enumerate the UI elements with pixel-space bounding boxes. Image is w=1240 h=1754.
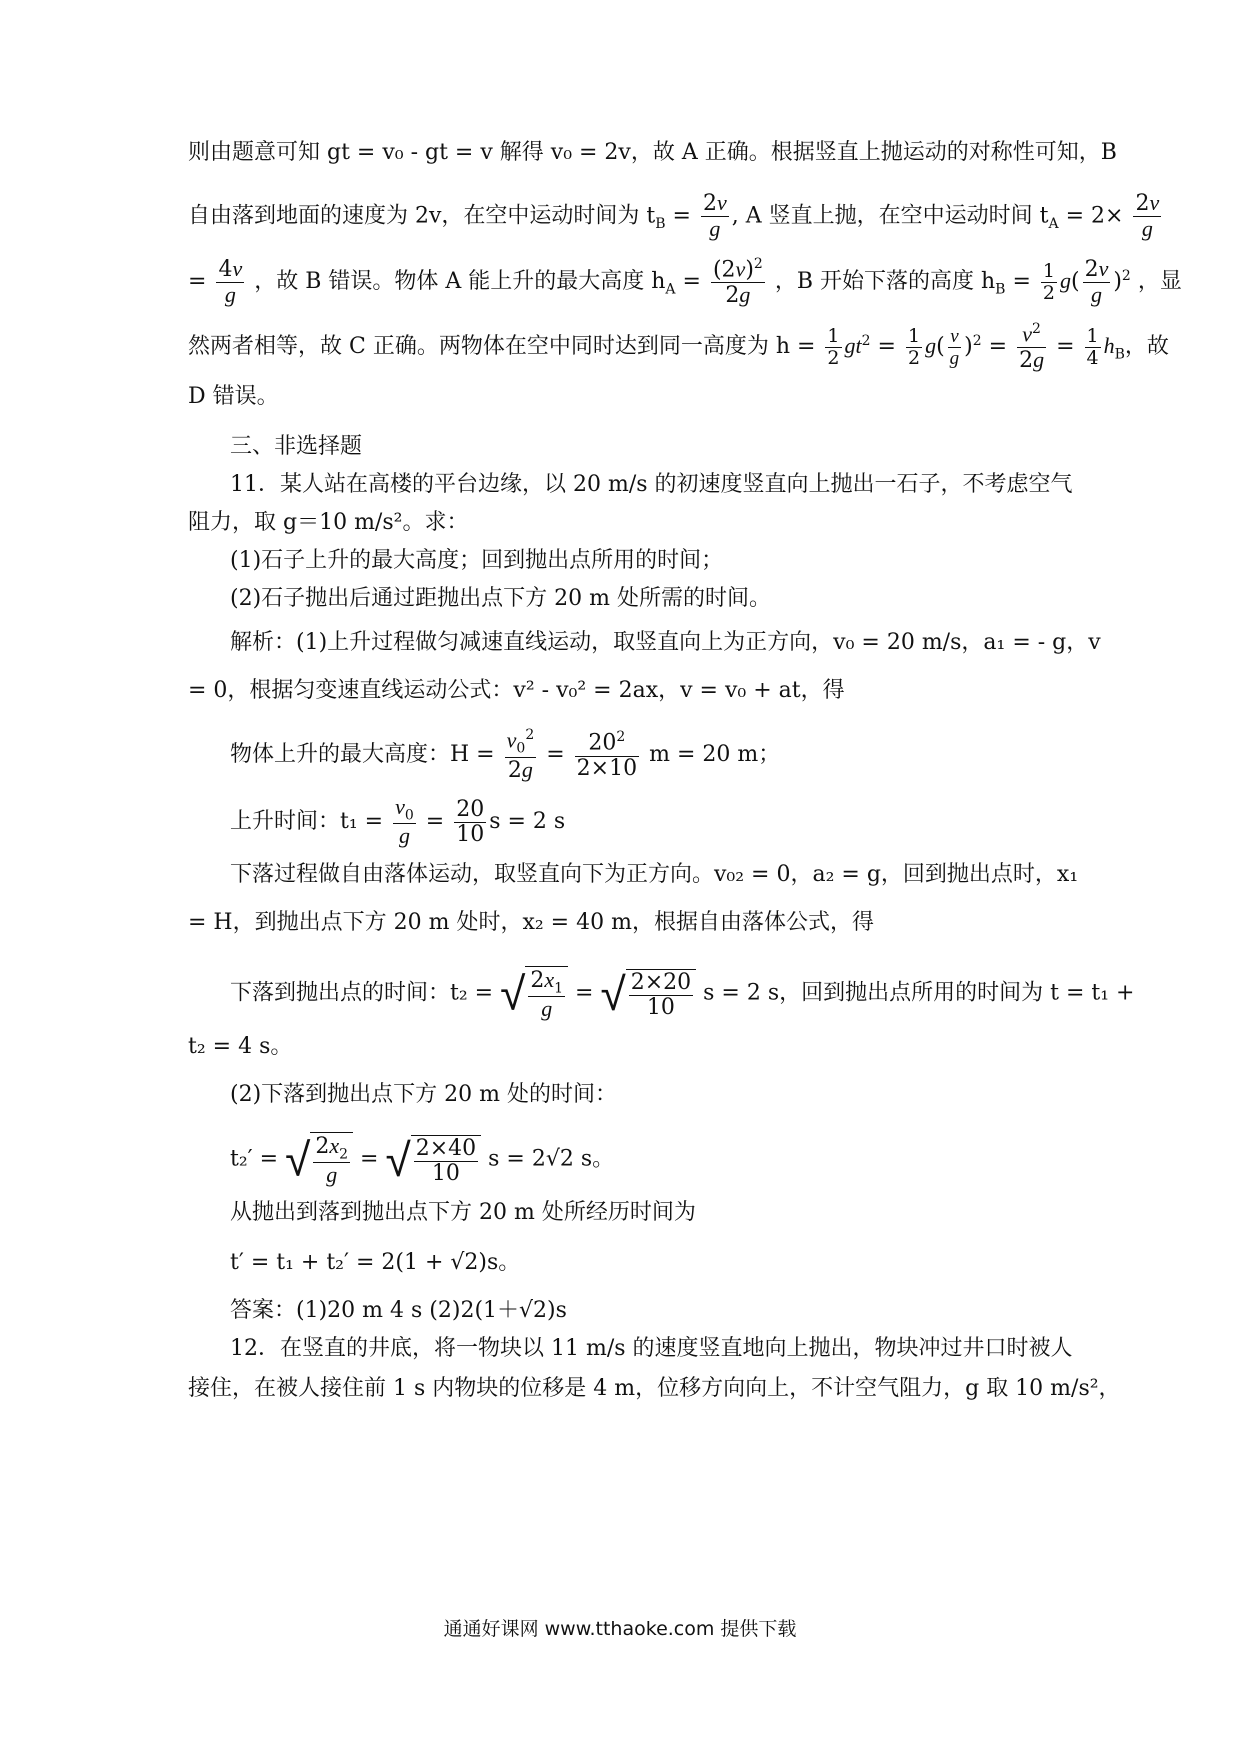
text-segment: ，故 B 错误。物体 A 能上升的最大高度 h [254, 269, 666, 295]
text-line: = $\frac{4v}{g}$ ，故 B 错误。物体 A 能上升的最大高度 $h_A$ = $\frac{(2v)^2}{2g}$ ，B 开始下落的高度 $h_B$ = $\frac{1}{2}$ g( $\frac{2v}{g}$ )$^2$ ，显 [188, 255, 1182, 309]
fraction: $\frac{2v}{g}$ [702, 190, 727, 241]
fraction: $\frac{1}{2}$ [1042, 259, 1055, 304]
fraction: $\frac{(2v)^2}{2g}$ [712, 256, 763, 309]
square-root: √ $\frac{2\times 40}{10}$ [385, 1135, 481, 1185]
fraction: $\frac{v}{g}$ [949, 325, 960, 369]
text-line: D 错误。 [188, 384, 279, 409]
fraction: $\frac{2v}{g}$ [1084, 255, 1109, 307]
square-root: √ $\frac{2x_2}{g}$ [285, 1132, 353, 1187]
text-segment: ，故 [1124, 334, 1169, 360]
section-heading: 三、非选择题 [230, 434, 363, 459]
fraction: $\frac{v^2}{2g}$ [1019, 321, 1045, 374]
solution-text: (2)下落到抛出点下方 20 m 处的时间： [230, 1082, 617, 1107]
fraction: $\frac{v_0}{g}$ [395, 794, 414, 849]
text-segment: s = 2√2 s。 [488, 1146, 615, 1172]
text-segment: 上升时间：t₁ = [230, 809, 384, 835]
text-segment: s = 2 s，回到抛出点所用的时间为 t = t₁ + [703, 980, 1135, 1006]
fraction: $\frac{2x_2}{g}$ [315, 1133, 349, 1188]
solution-text: 上升时间：t₁ = $\frac{v_0}{g}$ = $\frac{20}{10}$ s = 2 s [230, 794, 566, 849]
text-segment: s = 2 s [489, 809, 566, 835]
text-segment: 自由落到地面的速度为 2v，在空中运动时间为 t [188, 203, 656, 229]
fraction: $\frac{2x_1}{g}$ [530, 967, 564, 1022]
answer-text: 答案：(1)20 m 4 s (2)2(1＋√2)s [230, 1298, 567, 1323]
text-segment: 然两者相等，故 C 正确。两物体在空中同时达到同一高度为 h = [188, 334, 816, 360]
solution-text: 下落过程做自由落体运动，取竖直向下为正方向。v₀₂ = 0，a₂ = g，回到抛出点时，x₁ [230, 862, 1079, 887]
fraction: $\frac{v_0^2}{2g}$ [506, 727, 535, 783]
solution-text: = 0，根据匀变速直线运动公式：v² - v₀² = 2ax，v = v₀ + at，得 [188, 678, 845, 703]
solution-text: 物体上升的最大高度：H = $\frac{v_0^2}{2g}$ = $\frac{20^2}{2\times 10}$ m = 20 m； [230, 727, 781, 783]
text-segment: m = 20 m； [649, 741, 781, 767]
text-line: 然两者相等，故 C 正确。两物体在空中同时达到同一高度为 h = $\frac{1}{2}$ $gt^2$ = $\frac{1}{2}$ g( $\frac{v}{g}$ )$^2$ = $\frac{v^2}{2g}$ = $\frac{1}{4}$ $h_B$，故 [188, 321, 1169, 374]
fraction: $\frac{2\times 20}{10}$ [630, 969, 692, 1020]
fraction: $\frac{1}{2}$ [827, 324, 840, 369]
solution-text: 从抛出到落到抛出点下方 20 m 处所经历时间为 [230, 1200, 696, 1225]
solution-text: t′ = t₁ + t₂′ = 2(1 + √2)s。 [230, 1250, 521, 1275]
page-footer: 通通好课网 www.tthaoke.com 提供下载 [443, 1618, 797, 1640]
question-text: (2)石子抛出后通过距抛出点下方 20 m 处所需的时间。 [230, 586, 771, 611]
text-segment: t₂′ = [230, 1146, 279, 1172]
solution-text: 解析：(1)上升过程做匀减速直线运动，取竖直向上为正方向，v₀ = 20 m/s，a₁ = - g，v [230, 630, 1101, 655]
fraction: $\frac{1}{2}$ [907, 324, 921, 369]
fraction: $\frac{20^2}{2\times 10}$ [576, 729, 638, 781]
question-text: 11．某人站在高楼的平台边缘，以 20 m/s 的初速度竖直向上抛出一石子，不考虑空气 [230, 472, 1073, 497]
fraction: $\frac{20}{10}$ [456, 796, 485, 847]
fraction: $\frac{2v}{g}$ [1135, 190, 1160, 241]
question-text: 12．在竖直的井底，将一物块以 11 m/s 的速度竖直地向上抛出，物块冲过井口时被人 [230, 1336, 1073, 1361]
square-root: √ $\frac{2x_1}{g}$ [500, 966, 568, 1021]
solution-text: = H，到抛出点下方 20 m 处时，x₂ = 40 m，根据自由落体公式，得 [188, 910, 874, 935]
question-text: 阻力，取 g＝10 m/s²。求： [188, 510, 469, 535]
text-line: 则由题意可知 gt = v₀ - gt = v 解得 v₀ = 2v，故 A 正确。根据竖直上抛运动的对称性可知，B [188, 140, 1117, 165]
text-line: 自由落到地面的速度为 2v，在空中运动时间为 $t_B$ = $\frac{2v}{g}$ , A 竖直上抛，在空中运动时间 $t_A = 2\times$ $\frac{2v}{g}$ [188, 190, 1160, 241]
solution-text: t₂ = 4 s。 [188, 1034, 293, 1059]
text-segment: A 竖直上抛，在空中运动时间 t [745, 203, 1049, 229]
text-segment: ，显 [1137, 269, 1182, 295]
text-segment: ，B 开始下落的高度 h [774, 269, 996, 295]
square-root: √ $\frac{2\times 20}{10}$ [600, 969, 696, 1019]
text-segment: 下落到抛出点的时间：t₂ = [230, 980, 494, 1006]
text-segment: 物体上升的最大高度：H = [230, 741, 495, 767]
solution-text: t₂′ = √ $\frac{2x_2}{g}$ = √ $\frac{2\times 40}{10}$ s = 2√2 s。 [230, 1132, 615, 1188]
question-text: 接住，在被人接住前 1 s 内物块的位移是 4 m，位移方向向上，不计空气阻力，g 取 10 m/s²， [188, 1376, 1121, 1401]
question-text: (1)石子上升的最大高度；回到抛出点所用的时间； [230, 548, 724, 573]
fraction: $\frac{2\times 40}{10}$ [415, 1135, 477, 1186]
fraction: $\frac{4v}{g}$ [218, 255, 243, 307]
fraction: $\frac{1}{4}$ [1086, 324, 1099, 369]
solution-text: 下落到抛出点的时间：t₂ = √ $\frac{2x_1}{g}$ = √ $\frac{2\times 20}{10}$ s = 2 s，回到抛出点所用的时间为 t = t₁ + [230, 966, 1135, 1022]
